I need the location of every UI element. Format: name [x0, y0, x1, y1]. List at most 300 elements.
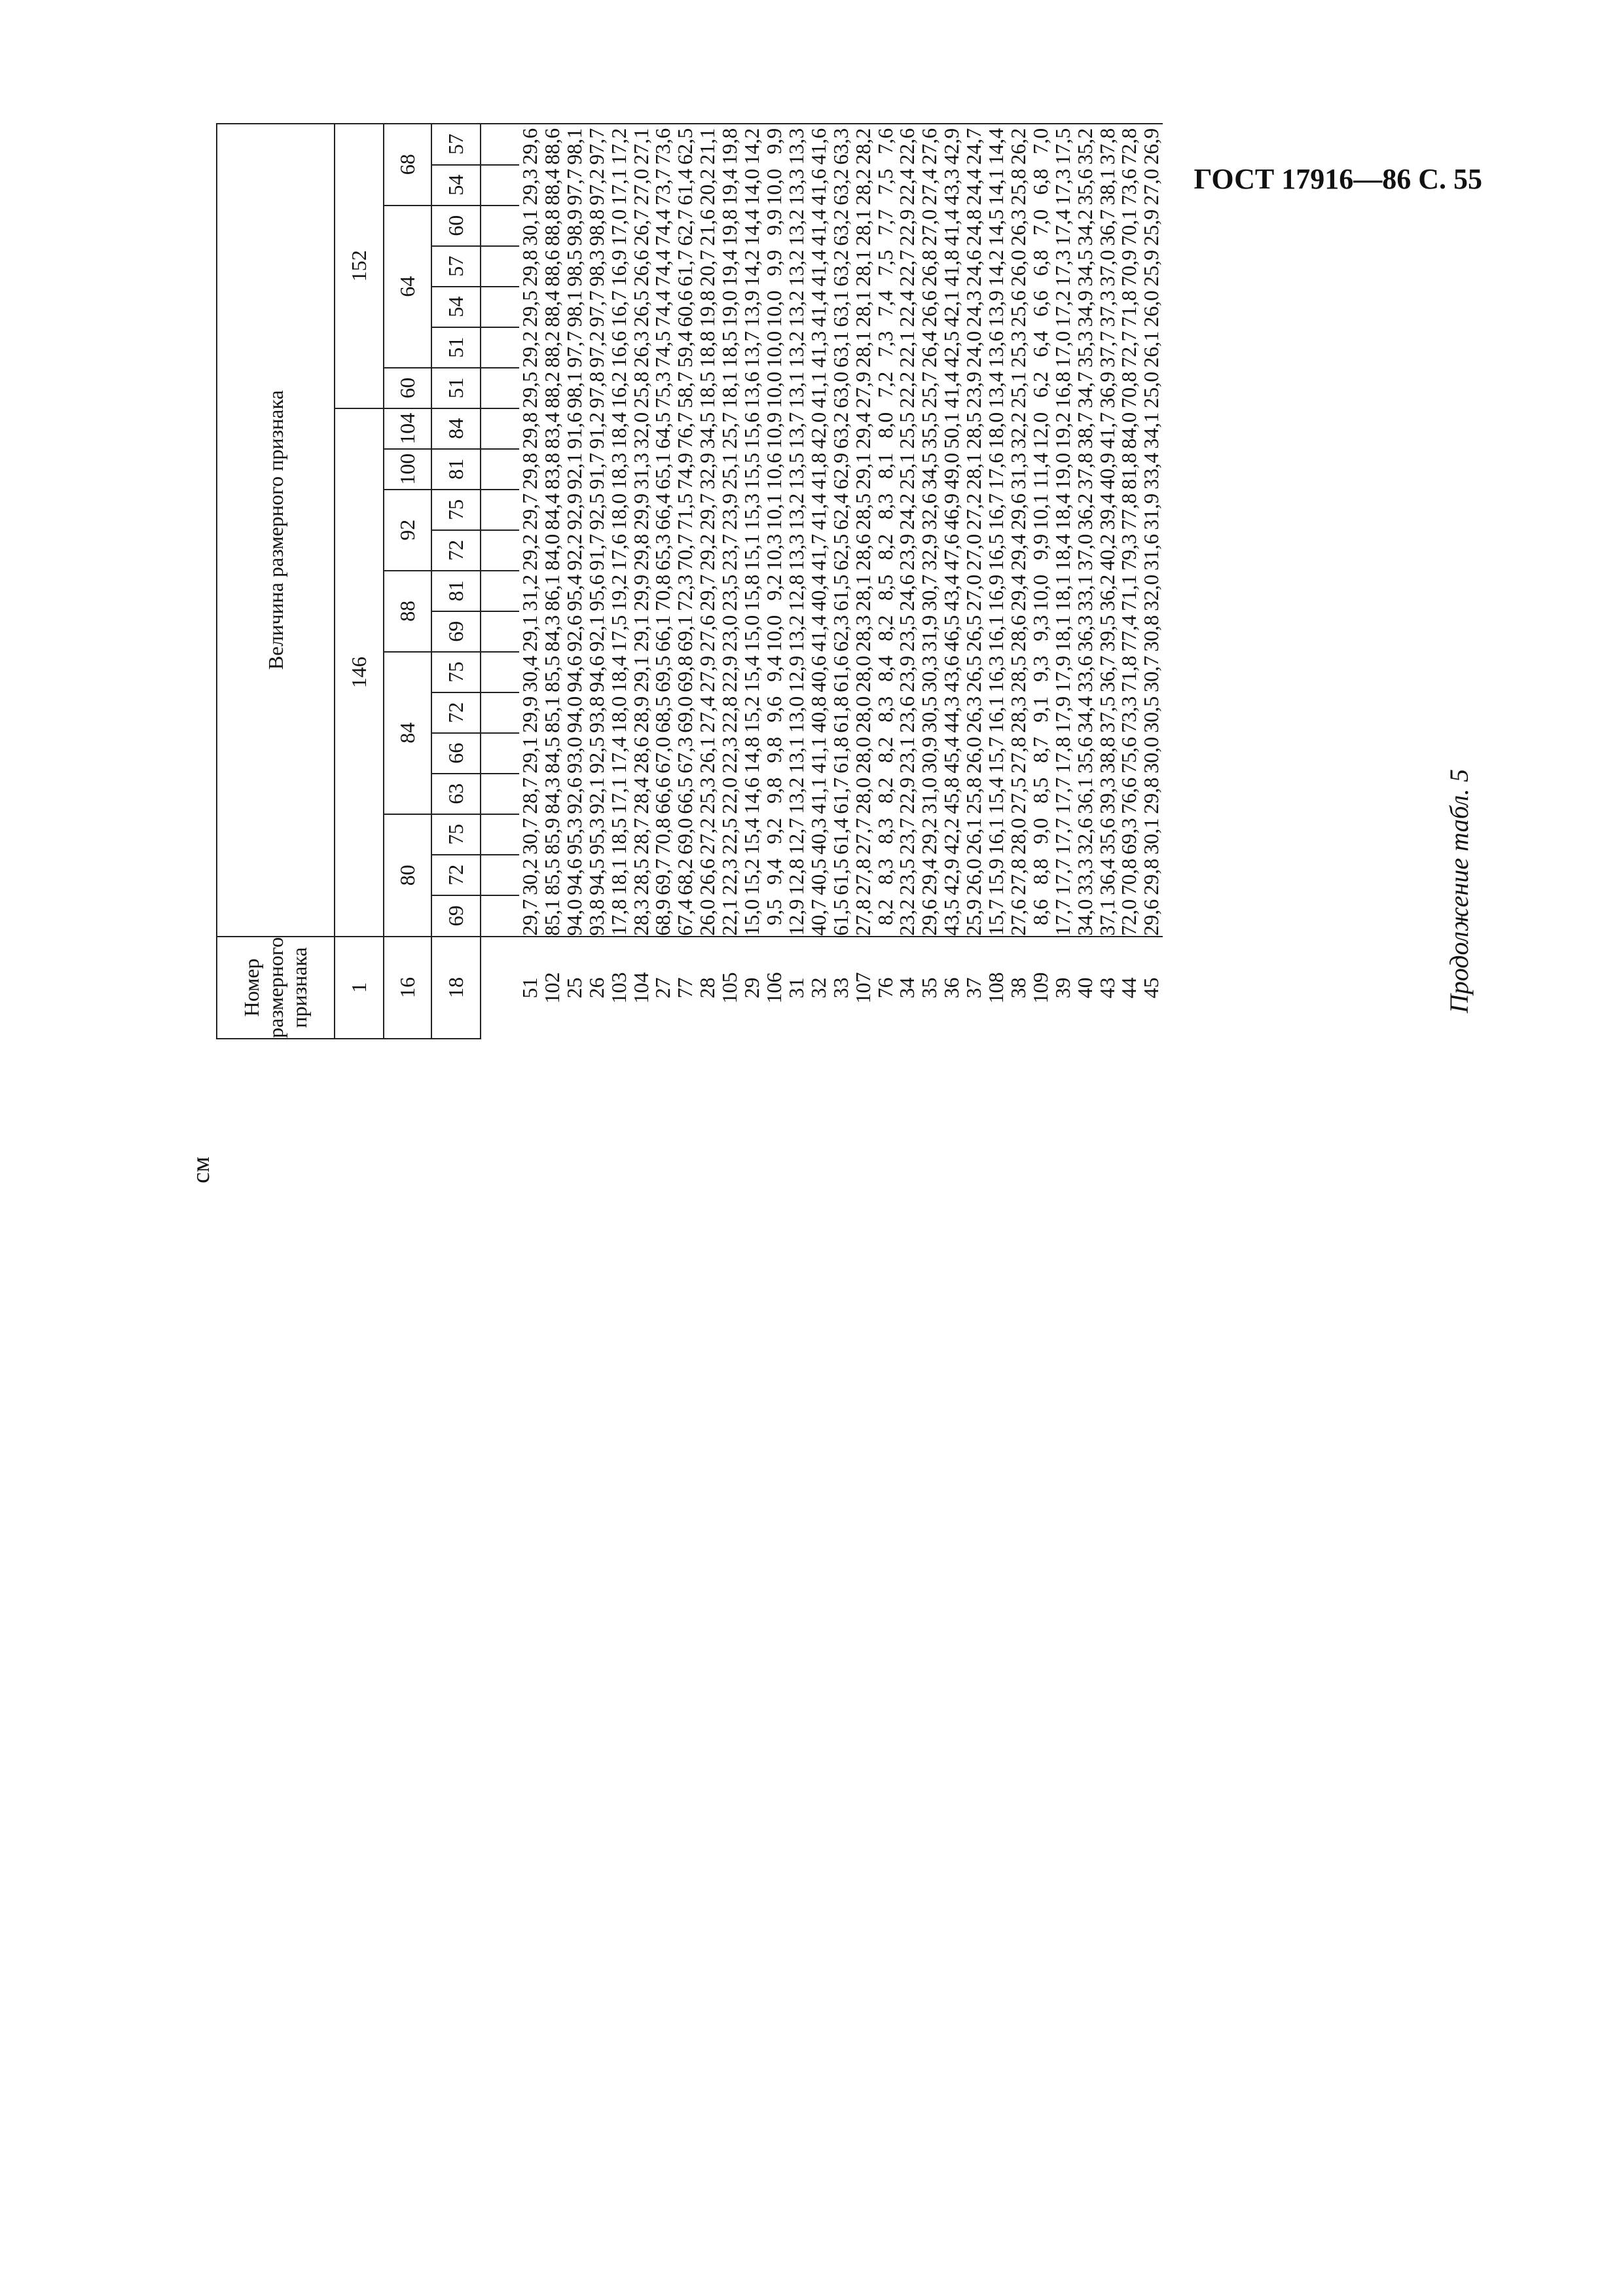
- value-cell: 7,4: [873, 290, 897, 317]
- column-header: 54: [431, 287, 481, 327]
- level1-group: 146: [335, 408, 384, 937]
- value-cell: 28,7: [518, 777, 541, 814]
- value-cell: 17,9: [1050, 655, 1074, 692]
- value-cell: 27,4: [695, 696, 720, 733]
- value-cell: 41,4: [806, 615, 830, 652]
- value-cell: 13,7: [784, 412, 808, 449]
- value-cell: 47,6: [939, 533, 964, 571]
- level2-group: 88: [384, 571, 431, 652]
- value-cell: 19,8: [719, 124, 741, 165]
- table-row: [519, 124, 541, 1039]
- value-cell: 9,0: [1028, 817, 1052, 844]
- value-cell: 15,4: [740, 817, 764, 855]
- value-cell: 30,7: [1139, 655, 1163, 692]
- value-cell: 92,9: [562, 493, 586, 530]
- table-row: [808, 124, 830, 1039]
- feature-number-cell: 32: [808, 937, 830, 1039]
- value-cell: 24,7: [963, 124, 985, 165]
- value-cell: 27,9: [850, 371, 875, 408]
- column-header: 81: [431, 571, 481, 611]
- value-cell: 28,9: [629, 696, 653, 733]
- value-cell: 10,0: [761, 168, 786, 206]
- value-cell: 28,0: [850, 655, 875, 692]
- value-cell: 29,2: [917, 817, 941, 855]
- header-row-4: [431, 124, 481, 1039]
- value-cell: 17,2: [1050, 290, 1074, 327]
- spacer-cell: [481, 774, 519, 814]
- value-cell: 59,4: [673, 331, 697, 368]
- value-cell: 79,3: [1117, 533, 1141, 571]
- value-cell: 16,2: [606, 371, 630, 408]
- value-cell: 84,4: [539, 493, 564, 530]
- value-cell: 6,6: [1028, 290, 1052, 317]
- value-cell: 43,6: [939, 655, 964, 692]
- value-cell: 8,3: [873, 858, 897, 885]
- value-cell: 92,1: [584, 615, 608, 652]
- value-cell: 69,0: [673, 696, 697, 733]
- value-cell: 13,2: [784, 493, 808, 530]
- value-cell: 18,4: [606, 412, 630, 449]
- value-cell: 32,0: [1139, 574, 1163, 611]
- value-cell: 27,2: [962, 493, 986, 530]
- value-cell: 94,0: [562, 899, 586, 936]
- value-cell: 22,4: [895, 168, 919, 206]
- value-cell: 93,8: [584, 696, 608, 733]
- value-cell: 36,9: [1095, 371, 1119, 408]
- value-cell: 9,3: [1028, 655, 1052, 682]
- value-cell: 22,1: [718, 899, 742, 936]
- level2-group: 84: [384, 652, 431, 814]
- value-cell: 74,4: [651, 290, 675, 327]
- measurement-table: [216, 123, 1163, 1039]
- value-cell: 61,4: [673, 168, 697, 206]
- value-cell: 14,4: [740, 209, 764, 246]
- feature-number-cell: 51: [519, 937, 541, 1039]
- value-cell: 24,3: [962, 290, 986, 327]
- value-cell: 12,9: [784, 655, 808, 692]
- value-cell: 33,4: [1139, 452, 1163, 490]
- spacer-cell: [481, 611, 519, 652]
- value-cell: 8,2: [873, 899, 897, 925]
- value-cell: 98,1: [564, 124, 586, 165]
- value-cell: 10,0: [761, 615, 786, 652]
- value-cell: 28,6: [1006, 615, 1030, 652]
- value-cell: 35,3: [1072, 331, 1097, 368]
- value-cell: 34,5: [695, 412, 720, 449]
- table-row: [1097, 124, 1119, 1039]
- value-cell: 13,2: [784, 290, 808, 327]
- value-cell: 29,1: [518, 615, 541, 652]
- value-cell: 22,4: [895, 290, 919, 327]
- value-cell: 14,1: [984, 168, 1008, 206]
- value-cell: 63,1: [828, 290, 852, 327]
- value-cell: 8,3: [873, 493, 897, 520]
- value-cell: 40,7: [806, 899, 830, 936]
- value-cell: 69,0: [673, 817, 697, 855]
- value-cell: 25,3: [695, 777, 720, 814]
- value-cell: 29,8: [518, 249, 541, 287]
- value-cell: 29,9: [629, 574, 653, 611]
- value-cell: 8,3: [873, 817, 897, 844]
- table-row: [963, 124, 985, 1039]
- value-cell: 17,8: [606, 899, 630, 936]
- table-row: [875, 124, 897, 1039]
- table-row: [697, 124, 719, 1039]
- value-cell: 84,3: [539, 777, 564, 814]
- value-cell: 85,5: [539, 655, 564, 692]
- value-cell: 36,2: [1072, 493, 1097, 530]
- column-header: 51: [431, 368, 481, 408]
- value-cell: 18,4: [1050, 533, 1074, 571]
- value-cell: 10,0: [761, 290, 786, 327]
- value-cell: 10,6: [761, 452, 786, 490]
- value-cell: 7,5: [873, 168, 897, 195]
- value-cell: 86,1: [539, 574, 564, 611]
- value-cell: 19,4: [718, 249, 742, 287]
- value-cell: 40,5: [806, 858, 830, 895]
- value-cell: 37,8: [1097, 124, 1119, 165]
- value-cell: 98,5: [562, 249, 586, 287]
- value-cell: 29,7: [695, 493, 720, 530]
- value-cell: 28,3: [1006, 696, 1030, 733]
- value-cell: 16,8: [1050, 371, 1074, 408]
- value-cell: 62,3: [828, 615, 852, 652]
- value-cell: 36,7: [1095, 209, 1119, 246]
- value-cell: 6,8: [1028, 249, 1052, 276]
- value-cell: 7,2: [873, 371, 897, 398]
- value-cell: 26,0: [695, 899, 720, 936]
- value-cell: 38,7: [1072, 412, 1097, 449]
- value-cell: 17,0: [1050, 331, 1074, 368]
- value-cell: 14,8: [740, 736, 764, 774]
- value-cell: 9,5: [761, 899, 786, 925]
- value-cell: 9,8: [761, 777, 786, 804]
- value-cell: 25,0: [1139, 371, 1163, 408]
- value-cell: 28,2: [850, 168, 875, 206]
- value-cell: 13,5: [784, 452, 808, 490]
- table-row: [1030, 124, 1052, 1039]
- value-cell: 94,5: [584, 858, 608, 895]
- header-row-1: [217, 124, 335, 1039]
- value-cell: 10,9: [761, 412, 786, 449]
- value-cell: 23,6: [895, 696, 919, 733]
- value-cell: 29,4: [1006, 574, 1030, 611]
- value-cell: 66,1: [651, 615, 675, 652]
- value-cell: 17,4: [606, 736, 630, 774]
- value-cell: 31,6: [1139, 533, 1163, 571]
- value-cell: 30,1: [1139, 817, 1163, 855]
- table-row: [652, 124, 674, 1039]
- value-cell: 18,0: [984, 412, 1008, 449]
- value-cell: 13,2: [784, 209, 808, 246]
- value-cell: 98,1: [562, 371, 586, 408]
- spacer-cell: [481, 490, 519, 530]
- feature-number-cell: 38: [1008, 937, 1030, 1039]
- value-cell: 20,2: [695, 168, 720, 206]
- value-cell: 28,3: [629, 899, 653, 936]
- table-row: [1074, 124, 1097, 1039]
- value-cell: 17,3: [1050, 249, 1074, 287]
- column-header: 84: [431, 408, 481, 449]
- value-cell: 27,5: [1006, 777, 1030, 814]
- level2-group: 68: [384, 124, 431, 206]
- value-cell: 30,2: [518, 858, 541, 895]
- feature-number-cell: 45: [1140, 937, 1163, 1039]
- value-cell: 34,2: [1072, 209, 1097, 246]
- value-cell: 27,4: [917, 168, 941, 206]
- table-row: [608, 124, 630, 1039]
- value-cell: 33,6: [1072, 655, 1097, 692]
- value-cell: 14,5: [984, 209, 1008, 246]
- value-cell: 46,5: [939, 615, 964, 652]
- value-cell: 26,3: [962, 696, 986, 733]
- value-cell: 29,2: [518, 533, 541, 571]
- value-cell: 29,4: [1006, 533, 1030, 571]
- value-cell: 27,2: [695, 817, 720, 855]
- value-cell: 41,7: [1095, 412, 1119, 449]
- value-cell: 34,7: [1072, 371, 1097, 408]
- value-cell: 26,8: [917, 249, 941, 287]
- value-cell: 61,6: [828, 655, 852, 692]
- value-cell: 68,5: [651, 696, 675, 733]
- value-cell: 26,6: [917, 290, 941, 327]
- value-cell: 36,4: [1095, 858, 1119, 895]
- value-cell: 30,7: [917, 574, 941, 611]
- feature-number-cell: 109: [1030, 937, 1052, 1039]
- value-cell: 26,1: [695, 736, 720, 774]
- value-cell: 26,0: [1139, 290, 1163, 327]
- value-cell: 27,7: [850, 817, 875, 855]
- spacer-cell: [481, 408, 519, 449]
- value-cell: 28,5: [1006, 655, 1030, 692]
- feature-number-cell: 102: [541, 937, 564, 1039]
- value-cell: 66,6: [651, 777, 675, 814]
- value-cell: 8,8: [1028, 858, 1052, 885]
- value-cell: 27,9: [695, 655, 720, 692]
- feature-number-cell: 35: [919, 937, 941, 1039]
- value-cell: 24,4: [962, 168, 986, 206]
- value-cell: 43,3: [939, 168, 964, 206]
- spacer-cell: [481, 652, 519, 692]
- value-cell: 75,6: [1117, 736, 1141, 774]
- value-cell: 25,1: [718, 452, 742, 490]
- value-cell: 92,6: [562, 777, 586, 814]
- value-cell: 67,4: [673, 899, 697, 936]
- value-cell: 40,6: [806, 655, 830, 692]
- value-cell: 23,7: [895, 817, 919, 855]
- value-cell: 9,9: [761, 209, 786, 236]
- value-cell: 7,7: [873, 209, 897, 236]
- value-cell: 22,8: [718, 696, 742, 733]
- value-cell: 88,2: [539, 331, 564, 368]
- value-cell: 13,7: [740, 331, 764, 368]
- value-cell: 28,1: [850, 209, 875, 246]
- feature-number-cell: 43: [1097, 937, 1119, 1039]
- value-cell: 29,8: [518, 452, 541, 490]
- spacer-cell: [481, 571, 519, 611]
- value-cell: 12,8: [784, 574, 808, 611]
- value-cell: 30,3: [917, 655, 941, 692]
- feature-number-cell: 44: [1118, 937, 1140, 1039]
- value-cell: 26,2: [1008, 124, 1030, 165]
- value-cell: 15,0: [740, 899, 764, 936]
- level2-first: 16: [384, 937, 431, 1039]
- value-cell: 28,1: [850, 249, 875, 287]
- value-cell: 27,8: [850, 858, 875, 895]
- value-cell: 36,7: [1095, 655, 1119, 692]
- value-cell: 26,1: [962, 817, 986, 855]
- value-cell: 28,2: [852, 124, 875, 165]
- value-cell: 14,2: [984, 249, 1008, 287]
- value-cell: 28,0: [850, 777, 875, 814]
- value-cell: 88,4: [539, 168, 564, 206]
- value-cell: 13,1: [784, 736, 808, 774]
- value-cell: 23,0: [718, 615, 742, 652]
- value-cell: 18,0: [606, 493, 630, 530]
- table-head: [217, 124, 481, 1039]
- value-cell: 8,7: [1028, 736, 1052, 763]
- value-cell: 34,0: [1072, 899, 1097, 936]
- value-cell: 40,8: [806, 696, 830, 733]
- value-cell: 37,1: [1095, 899, 1119, 936]
- value-cell: 29,1: [518, 736, 541, 774]
- value-cell: 12,9: [784, 899, 808, 936]
- value-cell: 50,1: [939, 412, 964, 449]
- value-cell: 19,4: [718, 168, 742, 206]
- value-cell: 23,7: [718, 533, 742, 571]
- value-cell: 28,5: [850, 493, 875, 530]
- value-cell: 17,2: [608, 124, 630, 165]
- value-cell: 8,4: [873, 655, 897, 682]
- spacer-cell: [481, 814, 519, 855]
- value-cell: 62,7: [673, 209, 697, 246]
- value-cell: 26,7: [629, 209, 653, 246]
- feature-number-cell: 34: [896, 937, 919, 1039]
- value-cell: 8,0: [873, 412, 897, 439]
- level3-first: 18: [431, 937, 481, 1039]
- value-cell: 30,9: [917, 736, 941, 774]
- value-cell: 70,8: [651, 574, 675, 611]
- value-cell: 97,7: [562, 331, 586, 368]
- value-cell: 29,1: [629, 655, 653, 692]
- column-header: 57: [431, 124, 481, 165]
- value-cell: 29,1: [850, 452, 875, 490]
- value-cell: 19,8: [695, 290, 720, 327]
- value-cell: 27,8: [1006, 858, 1030, 895]
- value-cell: 34,4: [1072, 696, 1097, 733]
- table-row: [852, 124, 875, 1039]
- column-header: 63: [431, 774, 481, 814]
- value-cell: 13,6: [984, 331, 1008, 368]
- value-cell: 13,2: [784, 777, 808, 814]
- header-row-3: [384, 124, 431, 1039]
- feature-number-cell: 25: [564, 937, 586, 1039]
- value-cell: 42,5: [939, 331, 964, 368]
- value-cell: 29,9: [629, 493, 653, 530]
- value-cell: 29,6: [917, 899, 941, 936]
- value-cell: 26,1: [1139, 331, 1163, 368]
- value-cell: 28,6: [629, 736, 653, 774]
- value-cell: 91,7: [584, 533, 608, 571]
- value-cell: 92,5: [584, 736, 608, 774]
- value-cell: 68,2: [673, 858, 697, 895]
- value-cell: 6,8: [1028, 168, 1052, 195]
- table-row: [1008, 124, 1030, 1039]
- value-cell: 22,3: [718, 858, 742, 895]
- value-cell: 26,5: [629, 290, 653, 327]
- value-cell: 29,8: [1139, 858, 1163, 895]
- value-cell: 27,8: [1006, 736, 1030, 774]
- value-cell: 63,2: [828, 168, 852, 206]
- value-cell: 62,9: [828, 452, 852, 490]
- feature-number-cell: 105: [719, 937, 741, 1039]
- value-cell: 41,1: [806, 777, 830, 814]
- value-cell: 74,4: [651, 249, 675, 287]
- value-cell: 42,9: [941, 124, 963, 165]
- value-cell: 23,1: [895, 736, 919, 774]
- value-cell: 18,1: [718, 371, 742, 408]
- spacer-cell: [481, 165, 519, 206]
- value-cell: 37,7: [1095, 331, 1119, 368]
- value-cell: 41,6: [808, 124, 830, 165]
- table-row: [1118, 124, 1140, 1039]
- value-cell: 38,8: [1095, 736, 1119, 774]
- table-row: [1140, 124, 1163, 1039]
- spacer-cell: [481, 124, 519, 165]
- value-cell: 61,7: [828, 777, 852, 814]
- value-cell: 94,0: [562, 696, 586, 733]
- value-cell: 35,6: [1095, 817, 1119, 855]
- value-cell: 9,8: [761, 736, 786, 763]
- value-cell: 15,7: [984, 736, 1008, 774]
- value-cell: 65,3: [651, 533, 675, 571]
- value-cell: 27,6: [1006, 899, 1030, 936]
- value-cell: 41,1: [806, 736, 830, 774]
- value-cell: 37,0: [1095, 249, 1119, 287]
- value-cell: 43,4: [939, 574, 964, 611]
- level2-group: 60: [384, 368, 431, 408]
- value-cell: 76,6: [1117, 777, 1141, 814]
- value-cell: 26,0: [1006, 249, 1030, 287]
- value-cell: 28,7: [629, 817, 653, 855]
- value-cell: 68,9: [651, 899, 675, 936]
- value-cell: 28,4: [629, 777, 653, 814]
- value-cell: 13,9: [740, 290, 764, 327]
- value-cell: 67,3: [673, 736, 697, 774]
- value-cell: 16,1: [984, 615, 1008, 652]
- column-header: 75: [431, 814, 481, 855]
- table-row: [564, 124, 586, 1039]
- value-cell: 95,6: [584, 574, 608, 611]
- value-cell: 28,1: [850, 574, 875, 611]
- value-cell: 8,5: [1028, 777, 1052, 804]
- value-cell: 25,9: [1139, 209, 1163, 246]
- value-cell: 40,9: [1095, 452, 1119, 490]
- value-cell: 40,3: [806, 817, 830, 855]
- value-cell: 21,1: [697, 124, 719, 165]
- value-cell: 7,6: [875, 124, 897, 165]
- value-cell: 29,6: [1006, 493, 1030, 530]
- value-cell: 23,9: [895, 533, 919, 571]
- value-cell: 64,5: [651, 412, 675, 449]
- value-cell: 60,6: [673, 290, 697, 327]
- value-cell: 36,3: [1072, 615, 1097, 652]
- level2-group: 64: [384, 206, 431, 368]
- value-cell: 8,3: [873, 696, 897, 723]
- value-cell: 28,0: [850, 736, 875, 774]
- value-cell: 77,8: [1117, 493, 1141, 530]
- level1-group: 152: [335, 124, 384, 408]
